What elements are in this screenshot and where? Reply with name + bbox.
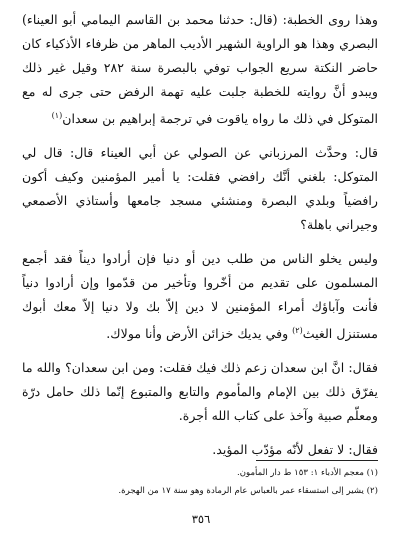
text-line: المتوكل في ذلك ما رواه ياقوت في ترجمة إبراهيم بن سعدان (62, 111, 378, 127)
text-line: ويبدو أنَّ روايته للخطبة جلبت عليه تهمة الرفض حتى جرى له مع (22, 84, 378, 99)
text-line: فقال: لا تفعل لأنّه مؤدّب المؤيد. (212, 442, 378, 458)
text-line: حاضر النكتة سريع الجواب توفي بالبصرة سنة ٢٨٢ وقيل غير ذلك (22, 60, 378, 75)
text-line: البصرة ومنشئي مسجد جامعها وأستاذي الأصمعي وجيراني باهلة؟ (22, 193, 378, 233)
text-line: وآباؤك أمراء المؤمنين لا دين إلاّ بك ولا دنيا إلاّ معك أبوك مستنزل (22, 299, 378, 342)
text-line: وفي يديك خزائن الأرض وأنا مولاك. (106, 326, 293, 342)
text-line: وهذا روى الخطبة: (قال: حدثنا محمد بن القاسم اليمامي أبو العيناء) (22, 12, 378, 27)
text-line: ما يفرّق ذلك بين الإمام والمأموم والتابع والمتبوع إنّما ذلك حامل درّة (22, 360, 378, 400)
text-line: قال: وحدَّث المرزباني عن الصولي عن أبي العيناء قال: قال لي المتوكل: (22, 145, 378, 185)
text-line: البصري وهذا هو الراوية الشهير الأديب الماهر من ظرفاء الأذكياء كان (22, 36, 378, 51)
footnotes (22, 464, 378, 500)
footnote-separator (256, 460, 378, 461)
text-line: ومعلّم صبية وآخذ على كتاب الله أجرة. (178, 408, 378, 424)
footnote-ref-1: (١) (51, 111, 63, 120)
footnote-ref-2: (٢) (292, 326, 303, 336)
text-line: فقال: انَّ ابن سعدان زعم ذلك فيك فقلت: ومن ابن سعدان؟ والله (36, 360, 378, 376)
text-line: الغيث (302, 326, 333, 342)
text-line: وليس يخلو الناس من طلب دين أو دنيا فإن أرادوا ديناً فقد أجمع (22, 251, 378, 267)
page-number: ٣٥٦ (191, 512, 211, 526)
paragraph-5 (22, 438, 378, 462)
paragraph-3 (22, 247, 378, 346)
paragraph-2 (22, 141, 378, 237)
text-line: المسلمون على تقديم من أخّروا وتأخير من قدّموا وإن أرادوا دنياً فأنت (22, 275, 378, 315)
paragraph-1 (22, 8, 378, 131)
text-line: بلغني أنَّك رافضي فقلت: يا أمير المؤمنين وكيف أكون رافضياً وبلدي (22, 169, 378, 209)
footnote-1: (١) معجم الأدباء ١: ١٥٣ ط دار المأمون. (236, 468, 378, 478)
footnote-2: (٢) يشير إلى استسقاء عمر بالعباس عام الرمادة وهو سنة ١٧ من الهجرة. (118, 486, 378, 496)
paragraph-4 (22, 356, 378, 428)
